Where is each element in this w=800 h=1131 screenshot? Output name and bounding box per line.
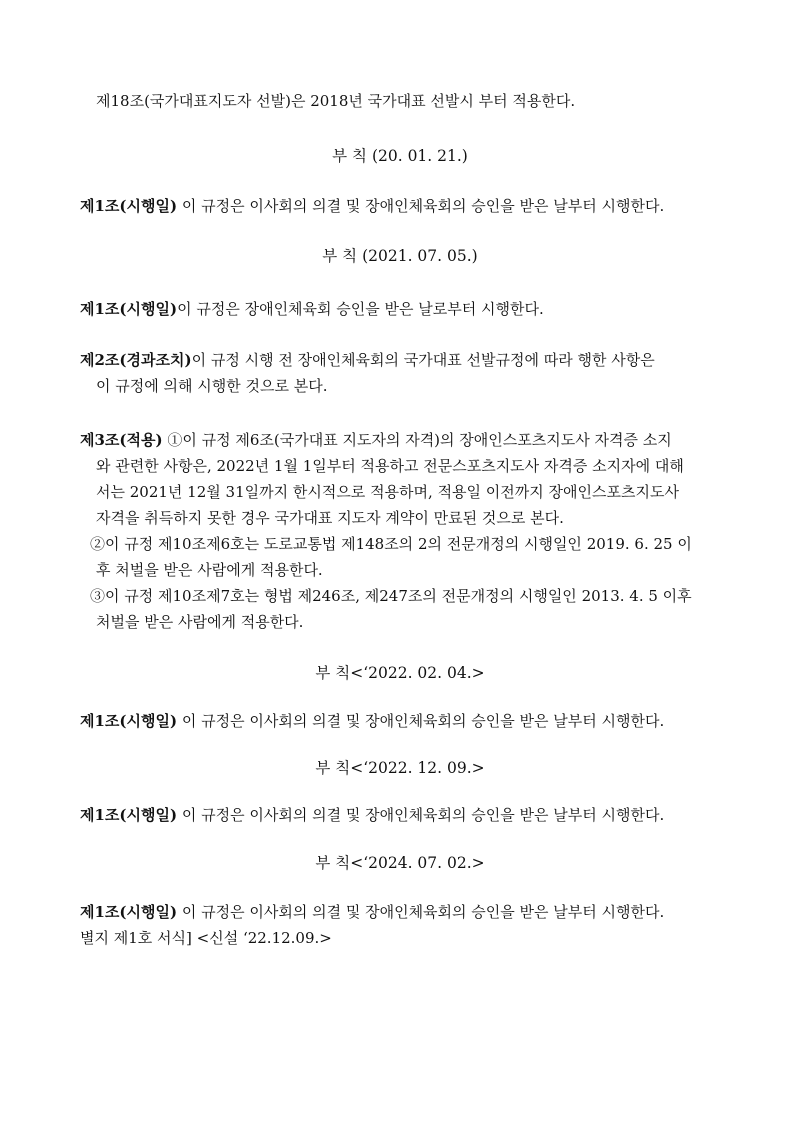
article-2-continuation: 이 규정에 의해 시행한 것으로 본다.	[96, 377, 328, 395]
article-title: 제1조(시행일)	[80, 806, 178, 824]
addendum-heading-2022-12: 부 칙<‘2022. 12. 09.>	[315, 759, 485, 777]
article-title: 제2조(경과조치)	[80, 351, 192, 369]
appendix-form-note: 별지 제1호 서식] <신설 ‘22.12.09.>	[80, 929, 332, 947]
article-title: 제1조(시행일)	[80, 712, 178, 730]
article-title: 제1조(시행일)	[80, 300, 178, 318]
article-text: 이 규정은 이사회의 의결 및 장애인체육회의 승인을 받은 날부터 시행한다.	[177, 903, 665, 921]
article-text: ①이 규정 제6조(국가대표 지도자의 자격)의 장애인스포츠지도사 자격증 소지	[162, 431, 672, 449]
article-3-line: 후 처벌을 받은 사람에게 적용한다.	[96, 561, 323, 579]
article-1-2021	[80, 299, 544, 319]
intro-paragraph: 제18조(국가대표지도자 선발)은 2018년 국가대표 선발시 부터 적용한다.	[96, 92, 576, 110]
article-3-line: 자격을 취득하지 못한 경우 국가대표 지도자 계약이 만료된 것으로 본다.	[96, 509, 564, 527]
article-1-2020	[80, 196, 664, 216]
article-1-2024	[80, 902, 664, 922]
addendum-heading-2022-02: 부 칙<‘2022. 02. 04.>	[315, 664, 485, 682]
article-1-2022-12	[80, 805, 664, 825]
article-2-2021	[80, 350, 655, 370]
addendum-heading-2021: 부 칙 (2021. 07. 05.)	[322, 247, 478, 265]
article-title: 제3조(적용)	[80, 431, 163, 449]
article-3-clause-3: ③이 규정 제10조제7호는 형법 제246조, 제247조의 전문개정의 시행일인 2013. 4. 5 이후	[90, 587, 692, 605]
article-3-line: 와 관련한 사항은, 2022년 1월 1일부터 적용하고 전문스포츠지도사 자격증 소지자에 대해	[96, 457, 684, 475]
addendum-heading-2020: 부 칙 (20. 01. 21.)	[332, 147, 468, 165]
article-1-2022-02	[80, 711, 664, 731]
article-3-line: 처벌을 받은 사람에게 적용한다.	[96, 613, 304, 631]
addendum-heading-2024: 부 칙<‘2024. 07. 02.>	[315, 854, 485, 872]
article-3-2021	[80, 430, 672, 450]
article-3-line: 서는 2021년 12월 31일까지 한시적으로 적용하며, 적용일 이전까지 장애인스포츠지도사	[96, 483, 679, 501]
article-text: 이 규정은 이사회의 의결 및 장애인체육회의 승인을 받은 날부터 시행한다.	[177, 806, 665, 824]
article-title: 제1조(시행일)	[80, 903, 178, 921]
article-text: 이 규정은 이사회의 의결 및 장애인체육회의 승인을 받은 날부터 시행한다.	[177, 197, 665, 215]
article-text: 이 규정 시행 전 장애인체육회의 국가대표 선발규정에 따라 행한 사항은	[191, 351, 655, 369]
article-text: 이 규정은 이사회의 의결 및 장애인체육회의 승인을 받은 날부터 시행한다.	[177, 712, 665, 730]
article-3-clause-2: ②이 규정 제10조제6호는 도로교통법 제148조의 2의 전문개정의 시행일인 2019. 6. 25 이	[90, 535, 692, 553]
article-title: 제1조(시행일)	[80, 197, 178, 215]
article-text: 이 규정은 장애인체육회 승인을 받은 날로부터 시행한다.	[177, 300, 544, 318]
